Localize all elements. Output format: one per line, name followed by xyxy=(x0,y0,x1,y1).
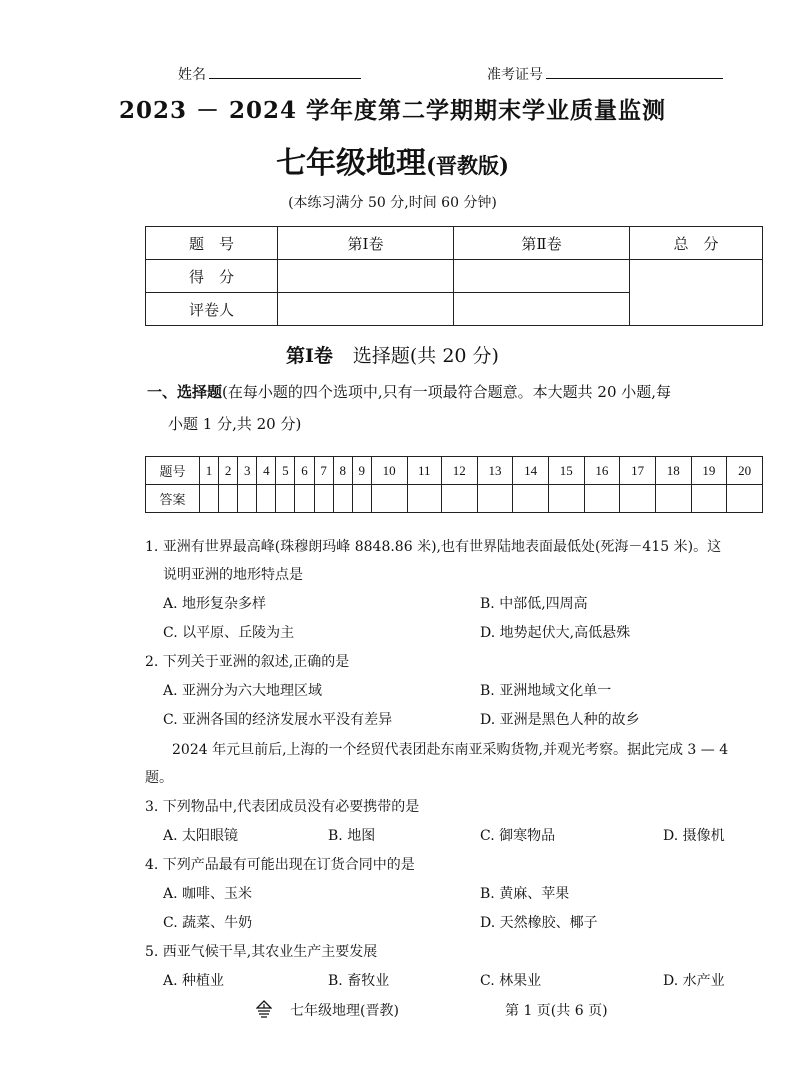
question-1-option-a[interactable]: A. 地形复杂多样 xyxy=(163,596,267,612)
section-title-part: 第Ⅰ卷 xyxy=(286,345,333,367)
score-header-label: 题 号 xyxy=(146,227,278,260)
question-5-stem: 5. 西亚气候干旱,其农业生产主要发展 xyxy=(145,944,378,960)
grader-cell-part1[interactable] xyxy=(278,293,454,326)
question-2-option-c[interactable]: C. 亚洲各国的经济发展水平没有差异 xyxy=(163,712,393,728)
section-title xyxy=(0,341,785,368)
answer-table-number: 17 xyxy=(620,457,656,485)
subject-title-main: 七年级地理 xyxy=(276,146,427,181)
answer-table-number: 10 xyxy=(371,457,407,485)
exam-subtitle: (本练习满分 50 分,时间 60 分钟) xyxy=(288,195,497,211)
answer-cell[interactable] xyxy=(200,485,219,513)
question-2-option-d[interactable]: D. 亚洲是黑色人种的故乡 xyxy=(480,712,640,728)
answer-table-number: 2 xyxy=(219,457,238,485)
subject-edition: (晋教版) xyxy=(426,153,509,178)
question-1-option-c[interactable]: C. 以平原、丘陵为主 xyxy=(163,625,295,641)
footer-page-number: 第 1 页(共 6 页) xyxy=(505,1003,608,1019)
answer-cell[interactable] xyxy=(441,485,477,513)
subject-title xyxy=(0,138,785,182)
answer-table-number: 1 xyxy=(200,457,219,485)
score-header-total: 总 分 xyxy=(630,227,763,260)
question-5-option-c[interactable]: C. 林果业 xyxy=(480,973,542,989)
answer-table-number: 14 xyxy=(513,457,549,485)
answer-table-number: 15 xyxy=(548,457,584,485)
answer-cell[interactable] xyxy=(276,485,295,513)
question-3-option-c[interactable]: C. 御寒物品 xyxy=(480,828,556,844)
section-title-desc: 选择题(共 20 分) xyxy=(352,345,499,367)
answer-cell[interactable] xyxy=(727,485,763,513)
question-5-option-a[interactable]: A. 种植业 xyxy=(163,973,225,989)
question-1-stem: 1. 亚洲有世界最高峰(珠穆朗玛峰 8848.86 米),也有世界陆地表面最低处(死海－415 米)。这 xyxy=(145,539,722,555)
instructions-text: (在每小题的四个选项中,只有一项最符合题意。本大题共 20 小题,每 xyxy=(222,383,672,401)
question-4-option-c[interactable]: C. 蔬菜、牛奶 xyxy=(163,915,253,931)
answer-table-number: 12 xyxy=(441,457,477,485)
answer-table-number: 16 xyxy=(584,457,620,485)
name-blank[interactable] xyxy=(209,65,361,79)
answer-cell[interactable] xyxy=(477,485,513,513)
question-4-stem: 4. 下列产品最有可能出现在订货合同中的是 xyxy=(145,857,415,873)
question-1-option-b[interactable]: B. 中部低,四周高 xyxy=(480,596,588,612)
passage-line2: 题。 xyxy=(145,770,173,786)
passage-line1: 2024 年元旦前后,上海的一个经贸代表团赴东南亚采购货物,并观光考察。据此完成 3 — 4 xyxy=(172,742,729,758)
answer-table-number: 19 xyxy=(691,457,727,485)
exam-title: 2023 － 2024 学年度第二学期期末学业质量监测 xyxy=(118,97,667,124)
answer-table-number: 18 xyxy=(655,457,691,485)
question-4-option-d[interactable]: D. 天然橡胶、椰子 xyxy=(480,915,598,931)
answer-cell[interactable] xyxy=(620,485,656,513)
question-4-option-b[interactable]: B. 黄麻、苹果 xyxy=(480,886,570,902)
question-3-option-b[interactable]: B. 地图 xyxy=(328,828,376,844)
score-cell-total[interactable] xyxy=(630,260,763,326)
answer-cell[interactable] xyxy=(257,485,276,513)
ticket-number-field xyxy=(487,64,723,84)
answer-table-number: 11 xyxy=(407,457,441,485)
answer-cell[interactable] xyxy=(655,485,691,513)
answer-cell[interactable] xyxy=(584,485,620,513)
question-5-option-b[interactable]: B. 畜牧业 xyxy=(328,973,390,989)
name-label: 姓名 xyxy=(178,67,206,83)
score-header-part2: 第Ⅱ卷 xyxy=(454,227,630,260)
answer-table-number: 20 xyxy=(727,457,763,485)
question-3-option-a[interactable]: A. 太阳眼镜 xyxy=(163,828,239,844)
answer-cell[interactable] xyxy=(371,485,407,513)
grader-row-label: 评卷人 xyxy=(146,293,278,326)
question-1-stem-cont: 说明亚洲的地形特点是 xyxy=(163,567,303,583)
score-table xyxy=(145,226,763,326)
score-row-label: 得 分 xyxy=(146,260,278,293)
answer-table-number: 9 xyxy=(352,457,371,485)
question-4-option-a[interactable]: A. 咖啡、玉米 xyxy=(163,886,253,902)
name-field xyxy=(178,64,361,84)
publisher-logo-icon xyxy=(256,1000,272,1018)
instructions-line2: 小题 1 分,共 20 分) xyxy=(168,415,302,433)
score-header-part1: 第Ⅰ卷 xyxy=(278,227,454,260)
answer-table-number: 7 xyxy=(314,457,333,485)
question-3-option-d[interactable]: D. 摄像机 xyxy=(663,828,725,844)
ticket-blank[interactable] xyxy=(546,65,723,79)
score-cell-part1[interactable] xyxy=(278,260,454,293)
question-3-stem: 3. 下列物品中,代表团成员没有必要携带的是 xyxy=(145,799,420,815)
question-2-option-b[interactable]: B. 亚洲地域文化单一 xyxy=(480,683,612,699)
answer-cell[interactable] xyxy=(407,485,441,513)
instructions-type: 一、选择题 xyxy=(147,383,223,401)
answer-table-number: 13 xyxy=(477,457,513,485)
question-1-option-d[interactable]: D. 地势起伏大,高低悬殊 xyxy=(480,625,631,641)
answer-cell[interactable] xyxy=(513,485,549,513)
answer-table-number: 3 xyxy=(238,457,257,485)
answer-cell[interactable] xyxy=(295,485,314,513)
answer-table-number-label: 题号 xyxy=(146,457,200,485)
instructions-line1 xyxy=(147,380,767,404)
footer-subject: 七年级地理(晋教) xyxy=(290,1003,399,1019)
ticket-label: 准考证号 xyxy=(487,67,543,83)
answer-table xyxy=(145,456,763,513)
answer-cell[interactable] xyxy=(314,485,333,513)
answer-cell[interactable] xyxy=(219,485,238,513)
answer-table-number: 5 xyxy=(276,457,295,485)
answer-cell[interactable] xyxy=(352,485,371,513)
score-cell-part2[interactable] xyxy=(454,260,630,293)
answer-table-number: 6 xyxy=(295,457,314,485)
answer-cell[interactable] xyxy=(691,485,727,513)
answer-table-answer-label: 答案 xyxy=(146,485,200,513)
question-2-option-a[interactable]: A. 亚洲分为六大地理区域 xyxy=(163,683,323,699)
question-2-stem: 2. 下列关于亚洲的叙述,正确的是 xyxy=(145,654,350,670)
grader-cell-part2[interactable] xyxy=(454,293,630,326)
answer-cell[interactable] xyxy=(238,485,257,513)
answer-table-number: 4 xyxy=(257,457,276,485)
answer-cell[interactable] xyxy=(548,485,584,513)
question-5-option-d[interactable]: D. 水产业 xyxy=(663,973,725,989)
answer-table-number: 8 xyxy=(333,457,352,485)
answer-cell[interactable] xyxy=(333,485,352,513)
